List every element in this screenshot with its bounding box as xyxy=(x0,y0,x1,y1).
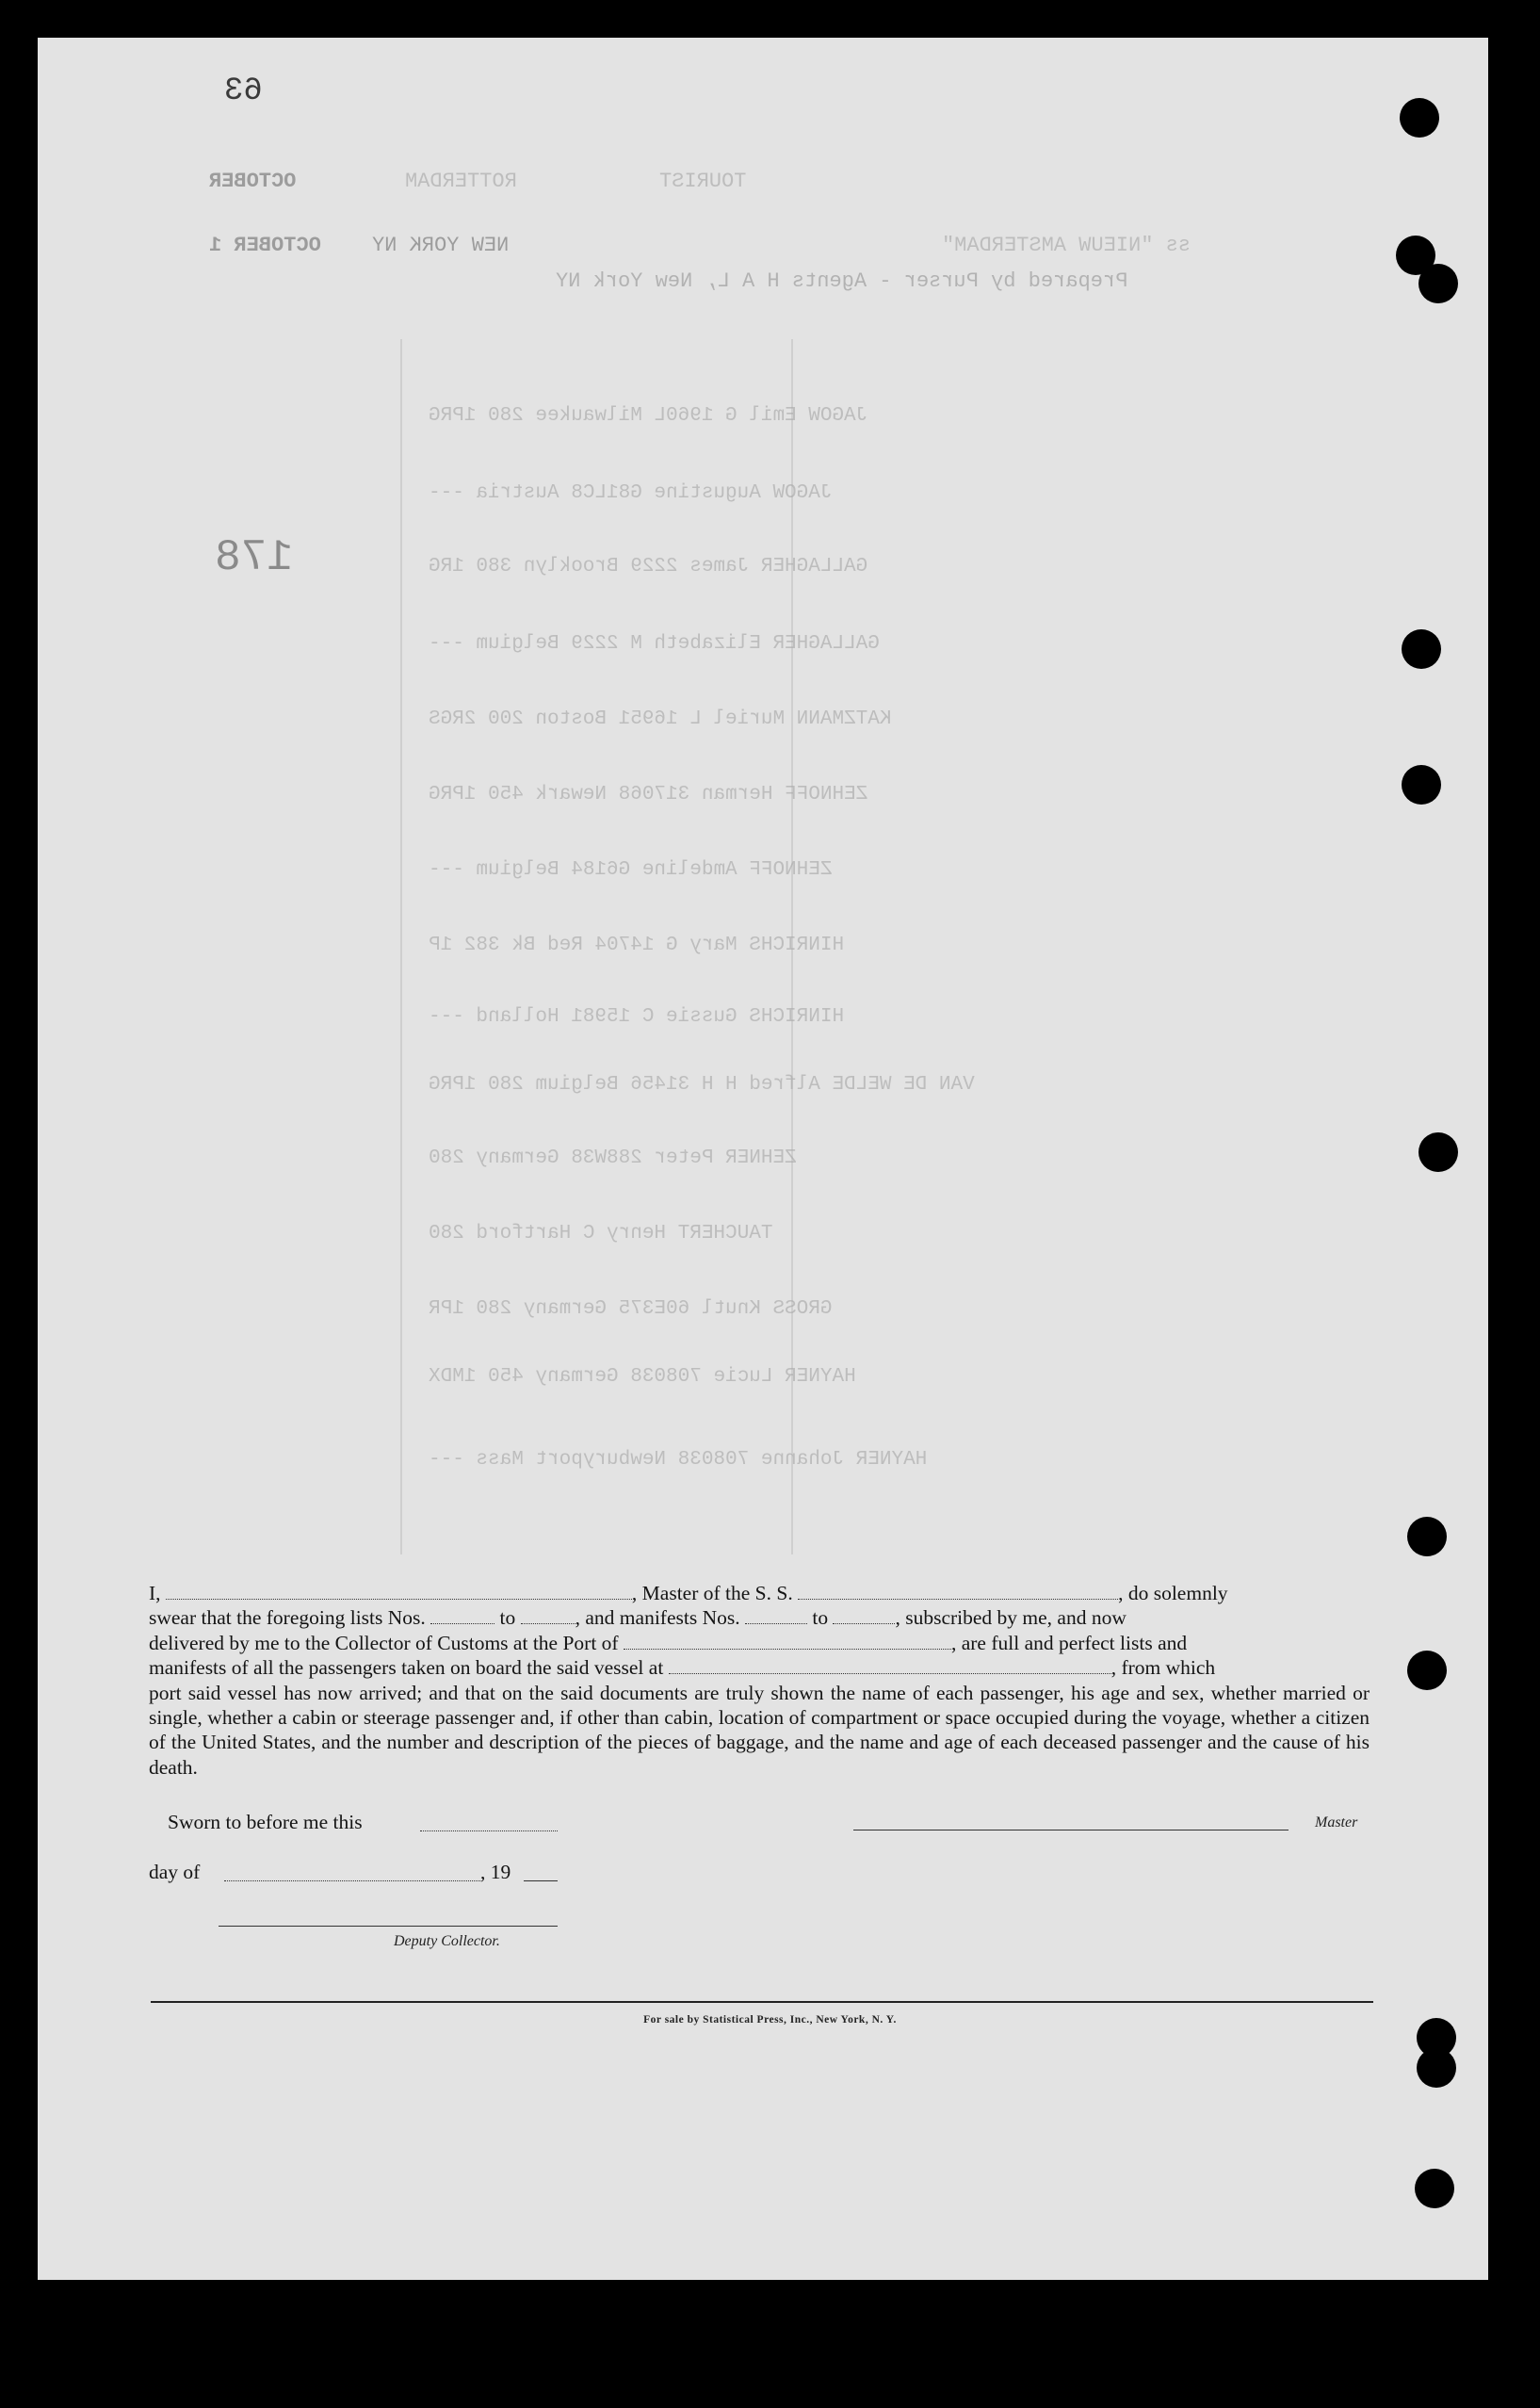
bleed-row: JAGOW Augustine G81LC8 Austria --- xyxy=(429,482,833,504)
year-blank xyxy=(524,1880,558,1881)
page-number: 63 xyxy=(224,73,263,109)
embark-port-blank xyxy=(669,1673,1111,1674)
deputy-signature-line xyxy=(219,1926,558,1927)
bleed-header-city: NEW YORK NY xyxy=(372,234,510,257)
bleed-row: KATZMANN Muriel L 16951 Boston 200 2RGS xyxy=(429,708,892,730)
day-of-blank xyxy=(224,1880,480,1881)
punch-hole xyxy=(1418,264,1458,303)
list-to-blank xyxy=(521,1623,575,1624)
bleed-header-port: ROTTERDAM xyxy=(405,170,517,193)
oath-manifests: , and manifests Nos. xyxy=(575,1606,740,1630)
oath-subscribed: , subscribed by me, and now xyxy=(895,1606,1127,1630)
day-of-label: day of xyxy=(149,1861,201,1883)
bleed-row: GALLAGHER James 2229 Brooklyn 380 1RG xyxy=(429,556,868,578)
oath-solemnly: , do solemnly xyxy=(1118,1582,1228,1604)
punch-hole xyxy=(1417,2048,1456,2088)
punch-hole xyxy=(1400,98,1439,138)
oath-paragraph xyxy=(149,1581,1370,1780)
bleed-header-date: OCTOBER 1 xyxy=(209,234,321,257)
sworn-label: Sworn to before me this xyxy=(168,1811,363,1833)
bleed-row: VAN DE WELDE Alfred H H 31456 Belgium 280 1PRG xyxy=(429,1074,975,1096)
port-blank xyxy=(624,1649,951,1650)
sworn-date-blank xyxy=(420,1830,558,1831)
master-name-blank xyxy=(166,1599,632,1600)
bleed-column-line xyxy=(400,339,402,1554)
printer-footer: For sale by Statistical Press, Inc., New York, N. Y. xyxy=(643,2014,897,2026)
bleed-header-october: OCTOBER xyxy=(209,170,297,193)
oath-lead: I, xyxy=(149,1582,161,1604)
punch-hole xyxy=(1402,629,1441,669)
punch-hole xyxy=(1402,765,1441,805)
master-label: Master xyxy=(1315,1814,1358,1830)
oath-swear: swear that the foregoing lists Nos. xyxy=(149,1606,426,1630)
bleed-row: HINRICHS Mary G 14704 Red Bk 382 1P xyxy=(429,935,845,956)
bleed-row: ZEHNER Peter 288W38 Germany 280 xyxy=(429,1147,797,1169)
ship-name-blank xyxy=(798,1599,1118,1600)
year-prefix: , 19 xyxy=(480,1861,511,1883)
punch-hole xyxy=(1415,2169,1454,2208)
stamped-number: 178 xyxy=(215,533,293,582)
oath-manifests-all: manifests of all the passengers taken on board the said vessel at xyxy=(149,1656,664,1680)
bleed-row: HAYNER Johanne 708038 Newburyport Mass --- xyxy=(429,1449,928,1471)
list-from-blank xyxy=(430,1623,494,1624)
bleed-row: TAUCHERT Henry C Hartford 280 xyxy=(429,1223,773,1245)
bleed-header-prepared: Prepared by Purser - Agents H A L, New York NY xyxy=(556,269,1128,293)
bleed-row: GALLAGHER Elizabeth M 2229 Belgium --- xyxy=(429,633,880,655)
manifest-from-blank xyxy=(745,1623,807,1624)
bleed-row: ZEHNOFF Amdeline G6184 Belgium --- xyxy=(429,859,833,881)
bleed-header-ship: ss "NIEUW AMSTERDAM" xyxy=(942,234,1191,257)
punch-hole xyxy=(1407,1517,1447,1556)
deputy-collector-label: Deputy Collector. xyxy=(394,1933,500,1949)
oath-to-2: to xyxy=(812,1606,829,1630)
oath-full: , are full and perfect lists and xyxy=(950,1631,1188,1654)
bleed-row: HINRICHS Gussie C 15981 Holland --- xyxy=(429,1006,845,1028)
footer-rule xyxy=(151,2001,1373,2003)
oath-to-1: to xyxy=(499,1606,516,1630)
oath-delivered: delivered by me to the Collector of Customs at the Port of xyxy=(149,1631,619,1654)
oath-body: port said vessel has now arrived; and that on the said documents are truly shown the name of each passenger, his age and sex, whether married or single, whether a cabin or steerage passenger and, if other than cabin, location of compartment or space occupied during the voyage, whether a citizen of the United States, and the number and description of the pieces of baggage, and the name and age of each deceased passenger and the cause of his death. xyxy=(149,1681,1370,1779)
punch-hole xyxy=(1418,1132,1458,1172)
bleed-row: HAYNER Lucie 708038 Germany 450 1MDX xyxy=(429,1366,856,1388)
manifest-to-blank xyxy=(833,1623,895,1624)
bleed-row: JAGOW Emil G 1960L Milwaukee 280 1PRG xyxy=(429,405,868,427)
bleed-header-class: TOURIST xyxy=(659,170,747,193)
punch-hole xyxy=(1407,1651,1447,1690)
oath-from-which: , from which xyxy=(1110,1656,1216,1680)
bleed-row: GROSS Knutl 60E375 Germany 280 1PR xyxy=(429,1298,833,1320)
oath-master-of: , Master of the S. S. xyxy=(631,1582,793,1604)
bleed-row: ZEHNOFF Herman 317068 Newark 450 1PRG xyxy=(429,784,868,805)
